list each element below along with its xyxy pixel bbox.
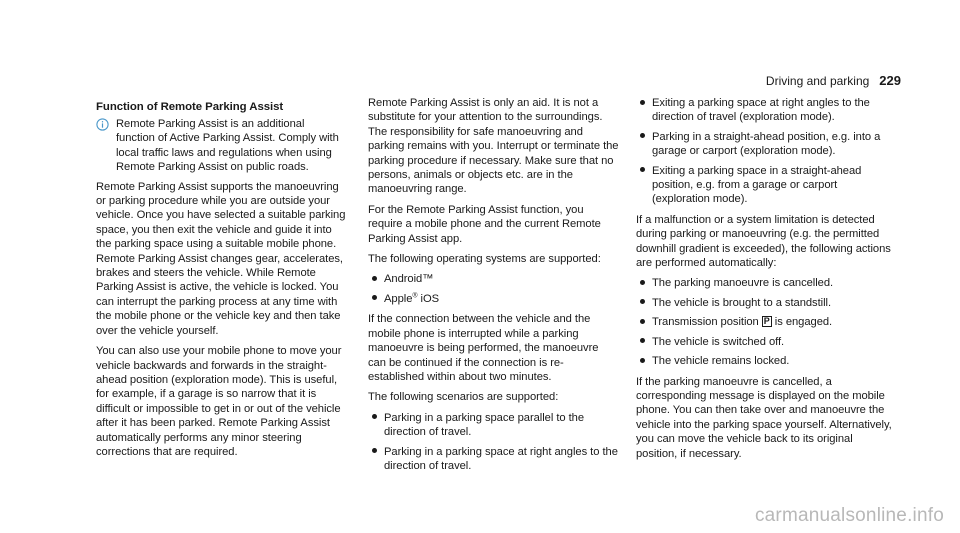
list-item-text: Parking in a parking space parallel to the direction of travel. — [384, 411, 585, 439]
bullet-icon — [636, 276, 652, 290]
bullet-icon — [636, 315, 652, 329]
list-item — [368, 272, 619, 286]
info-note — [96, 117, 346, 175]
list-item-text: The vehicle remains locked. — [652, 355, 790, 368]
list-item-text: Exiting a parking space in a straight-ahead position, e.g. from a garage or carport (exploration mode). — [652, 164, 862, 206]
list-item-text: Parking in a parking space at right angles to the direction of travel. — [384, 445, 618, 472]
bullet-icon — [636, 164, 652, 207]
list-item — [636, 96, 892, 125]
watermark: carmanualsonline.info — [754, 505, 944, 526]
section-title: Driving and parking — [765, 74, 870, 88]
list-item — [368, 411, 619, 440]
list-item — [636, 164, 892, 207]
park-position-icon: P — [763, 316, 770, 327]
list-item-text: Exiting a parking space at right angles to the direction of travel (exploration mode). — [652, 97, 870, 124]
paragraph: If a malfunction or a system limitation is detected during parking or manoeuvring (e.g. the permitted downhill gradient is exceeded), the following actions are performed automatically: — [636, 213, 891, 270]
list-item — [636, 276, 892, 290]
list-item-text: Android™ — [384, 273, 434, 286]
paragraph: Remote Parking Assist supports the manoeuvring or parking procedure while you are outside your vehicle. Once you have selected a suitable parking space, you then exit the vehicle and guide it into the parking space using a suitable mobile phone. Remote Parking Assist changes gear, accelerates, brakes and steers the vehicle. While Remote Parking Assist is active, the vehicle is locked. You can interrupt the parking process at any time with the mobile phone or the vehicle key and then take over the vehicle yourself. — [96, 180, 346, 337]
paragraph: You can also use your mobile phone to move your vehicle backwards and forwards in the straight-ahead position (exploration mode). This is useful, for example, if a garage is so narrow that it is difficult or impossible to get in or out of the vehicle after it has been parked. Remote Parking Assist automatically performs any minor steering corrections that are required. — [96, 345, 342, 458]
os-list — [368, 272, 619, 306]
list-item — [636, 315, 892, 329]
list-item-text: Transmission position P is engaged. — [652, 316, 833, 329]
column-3 — [636, 96, 892, 467]
bullet-icon — [368, 272, 384, 286]
section-heading: Function of Remote Parking Assist — [96, 101, 284, 113]
paragraph: Remote Parking Assist is only an aid. It is not a substitute for your attention to the surroundings. The responsibility for safe manoeuvring and parking remains with you. Interrupt or terminate the parking procedure if necessary. Make sure that no persons, animals or objects etc. are in the manoeuvring range. — [368, 97, 619, 196]
scenario-list — [636, 96, 892, 207]
scenario-list — [368, 411, 619, 474]
paragraph: The following scenarios are supported: — [368, 391, 559, 404]
paragraph: The following operating systems are supported: — [368, 253, 601, 266]
list-item-text: Apple® iOS — [384, 292, 440, 305]
column-2 — [368, 96, 619, 479]
list-item-text: The vehicle is brought to a standstill. — [652, 296, 832, 309]
list-item — [636, 296, 892, 310]
bullet-icon — [636, 354, 652, 368]
bullet-icon — [636, 296, 652, 310]
list-item-text: The parking manoeuvre is cancelled. — [652, 277, 834, 290]
bullet-icon — [368, 292, 384, 306]
info-note-text: Remote Parking Assist is an additional function of Active Parking Assist. Comply with local traffic laws and regulations when using Remote Parking Assist on public roads. — [116, 118, 339, 174]
bullet-icon — [368, 411, 384, 440]
paragraph: If the parking manoeuvre is cancelled, a corresponding message is displayed on the mobile phone. You can then take over and manoeuvre the vehicle into the parking space yourself. Alternatively, you can move the vehicle back to its original position, if necessary. — [636, 375, 892, 460]
bullet-icon — [368, 445, 384, 474]
page-header — [766, 73, 901, 88]
list-item — [368, 292, 619, 306]
list-item — [636, 335, 892, 349]
bullet-icon — [636, 130, 652, 159]
action-list — [636, 276, 892, 368]
paragraph: If the connection between the vehicle and the mobile phone is interrupted while a parking manoeuvre is being performed, the manoeuvre can be continued if the connection is re-established within about two minutes. — [368, 313, 599, 383]
page-number: 229 — [879, 73, 901, 88]
paragraph: For the Remote Parking Assist function, you require a mobile phone and the current Remote Parking Assist app. — [368, 203, 601, 245]
list-item — [636, 130, 892, 159]
list-item — [368, 445, 619, 474]
bullet-icon — [636, 335, 652, 349]
list-item-text: Parking in a straight-ahead position, e.g. into a garage or carport (exploration mode). — [652, 130, 881, 158]
list-item-text: The vehicle is switched off. — [652, 335, 785, 348]
bullet-icon — [636, 96, 652, 125]
list-item — [636, 354, 892, 368]
info-icon — [96, 117, 116, 175]
column-1 — [96, 96, 346, 465]
